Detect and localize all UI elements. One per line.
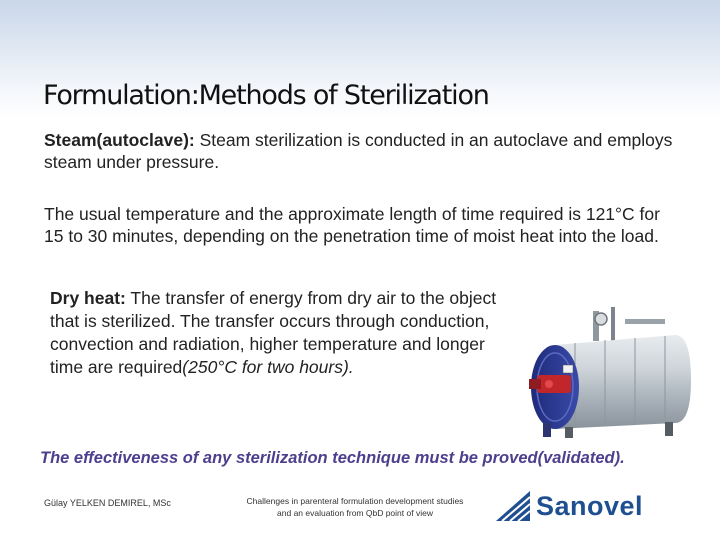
dry-heat-text: The transfer of energy from dry air to the object that is sterilized. The transfer occurs through conduction, convection and radiation, higher temperature and longer time are required — [50, 288, 497, 377]
validation-callout: The effectiveness of any sterilization technique must be proved(validated). — [40, 449, 625, 467]
steam-text: Steam sterilization is conducted in an autoclave and employs steam under pressure. — [44, 130, 673, 172]
dry-heat-note: (250°C for two hours). — [182, 357, 354, 377]
dry-heat-paragraph — [50, 287, 510, 379]
slide-title: Formulation:Methods of Sterilization — [43, 80, 489, 111]
steam-label: Steam(autoclave): — [44, 130, 195, 150]
logo-text: Sanovel — [536, 490, 644, 521]
temperature-paragraph: The usual temperature and the approximate length of time required is 121°C for 15 to 30 minutes, depending on the penetration time of moist heat into the load. — [44, 204, 660, 246]
sanovel-logo — [496, 489, 696, 523]
dry-heat-label: Dry heat: — [50, 288, 126, 308]
footer-author: Gülay YELKEN DEMIREL, MSc — [44, 498, 171, 508]
steam-boiler-image — [515, 305, 695, 440]
footer-subtitle: Challenges in parenteral formulation development studies and an evaluation from QbD point of view — [246, 496, 464, 518]
steam-paragraph — [44, 129, 684, 173]
sanovel-logo-icon — [496, 491, 530, 521]
